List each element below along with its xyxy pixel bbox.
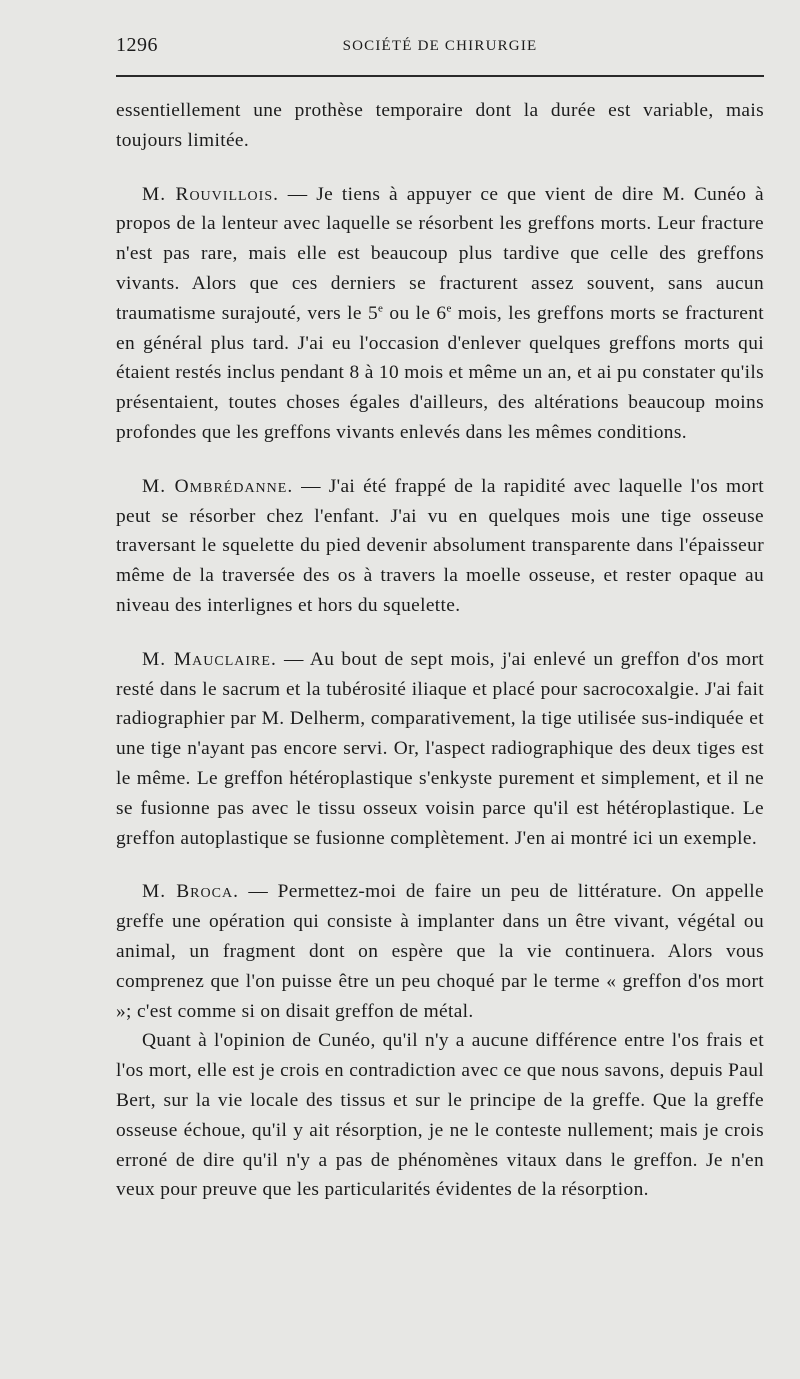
paragraph-text: — Au bout de sept mois, j'ai enlevé un greffon d'os mort resté dans le sacrum et la tubérosité iliaque et placé pour sacrocoxalgie. J'ai fait radiographier par M. Delherm, comparativement, la tige utilisée sus-indiquée et une tige n'ayant pas encore servi. Or, l'aspect radiographique des deux tiges est le même. Le greffon hétéroplastique s'enkyste purement et simplement, et il ne se fusionne pas avec le tissu osseux voisin parce qu'il est hétéroplastique. Le greffon autoplastique se fusionne complètement. J'en ai montré ici un exemple.	[116, 648, 764, 849]
ordinal-superscript: e	[446, 302, 452, 315]
paragraph-text: ou le 6	[383, 302, 447, 324]
running-title: SOCIÉTÉ DE CHIRURGIE	[342, 38, 538, 54]
paragraph-text: mois, les greffons morts se fracturent en général plus tard. J'ai eu l'occasion d'enlever quelques greffons morts qui étaient restés inclus pendant 8 à 10 mois et même un an, et ai pu constater qu'ils présentaient, toutes choses égales d'ailleurs, des altérations beaucoup moins profondes que les greffons vivants enlevés dans les mêmes conditions.	[116, 302, 764, 443]
paragraph-rouvillois	[116, 180, 764, 448]
paragraph-broca-continued	[116, 1026, 764, 1205]
speaker-name: M. Rouvillois.	[142, 183, 279, 205]
ordinal-superscript: e	[378, 302, 384, 315]
paragraph-mauclaire	[116, 645, 764, 854]
page-number: 1296	[116, 34, 158, 56]
paragraph-text: essentiellement une prothèse temporaire dont la durée est variable, mais toujours limitée.	[116, 100, 764, 151]
paragraph-ombredanne	[116, 472, 764, 621]
speaker-name: M. Broca.	[142, 881, 239, 903]
paragraph-broca	[116, 877, 764, 1026]
paragraph-continuation	[116, 96, 764, 156]
paragraph-text: — J'ai été frappé de la rapidité avec laquelle l'os mort peut se résorber chez l'enfant. J'ai vu en quelques mois une tige osseuse traversant le squelette du pied devenir absolument transparente dans l'épaisseur même de la traversée des os à travers la moelle osseuse, et rester opaque au niveau des interlignes et hors du squelette.	[116, 475, 764, 616]
speaker-name: M. Ombrédanne.	[142, 475, 294, 497]
body-text	[116, 96, 764, 1205]
header-rule	[116, 75, 764, 77]
paragraph-text: Quant à l'opinion de Cunéo, qu'il n'y a aucune différence entre l'os frais et l'os mort, elle est je crois en contradiction avec ce que nous savons, depuis Paul Bert, sur la vie locale des tissus et sur le principe de la greffe. Que la greffe osseuse échoue, qu'il y ait résorption, je ne le conteste nullement; mais je crois erroné de dire qu'il n'y a pas de phénomènes vitaux dans le greffon. Je n'en veux pour preuve que les particularités évidentes de la résorption.	[116, 1030, 764, 1201]
running-head	[116, 34, 764, 64]
paragraph-text: — Permettez-moi de faire un peu de littérature. On appelle greffe une opération qui consiste à implanter dans un être vivant, végétal ou animal, un fragment dont on espère que la vie continuera. Alors vous comprenez que l'on puisse être un peu choqué par le terme « greffon d'os mort »; c'est comme si on disait greffon de métal.	[116, 881, 764, 1022]
speaker-name: M. Mauclaire.	[142, 648, 277, 670]
paragraph-text: — Je tiens à appuyer ce que vient de dire M. Cunéo à propos de la lenteur avec laquelle se résorbent les greffons morts. Leur fracture n'est pas rare, mais elle est beaucoup plus tardive que celle des greffons vivants. Alors que ces derniers se fracturent assez souvent, sans aucun traumatisme surajouté, vers le 5	[116, 183, 764, 324]
